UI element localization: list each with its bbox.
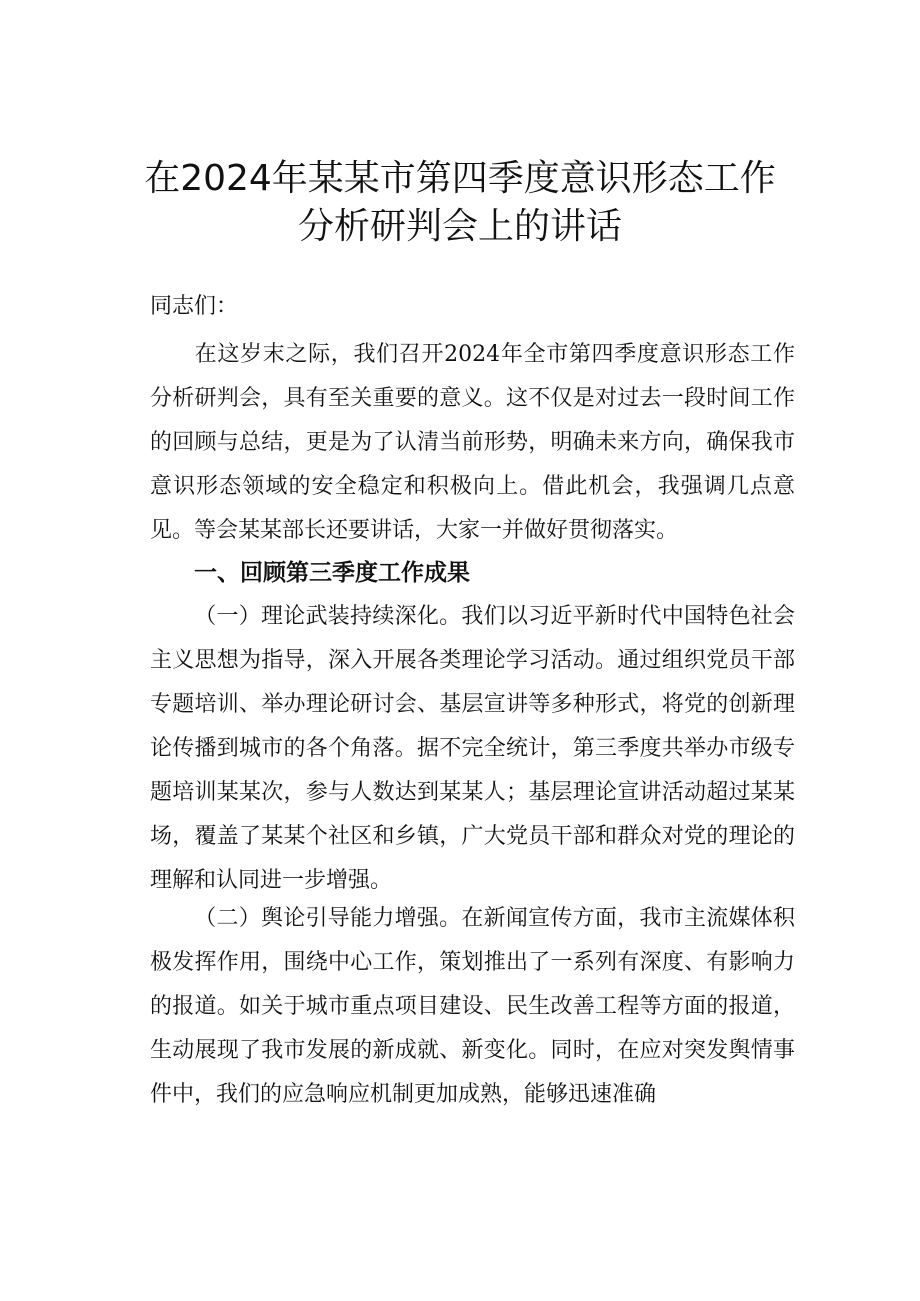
paragraph-intro-text: 在这岁末之际，我们召开2024年全市第四季度意识形态工作分析研判会，具有至关重要的意义。这不仅是对过去一段时间工作的回顾与总结，更是为了认清当前形势，明确未来方向，确保我市意识形态领域的安全稳定和积极向上。借此机会，我强调几点意见。等会某某部长还要讲话，大家一并做好贯彻落实。 <box>150 342 795 543</box>
paragraph-theory-text: （一）理论武装持续深化。我们以习近平新时代中国特色社会主义思想为指导，深入开展各类理论学习活动。通过组织党员干部专题培训、举办理论研讨会、基层宣讲等多种形式，将党的创新理论传播到城市的各个角落。据不完全统计，第三季度共举办市级专题培训某某次，参与人数达到某某人；基层理论宣讲活动超过某某场，覆盖了某某个社区和乡镇，广大党员干部和群众对党的理论的理解和认同进一步增强。 <box>150 604 795 893</box>
paragraph-theory <box>150 595 795 903</box>
paragraph-opinion-text: （二）舆论引导能力增强。在新闻宣传方面，我市主流媒体积极发挥作用，围绕中心工作，策划推出了一系列有深度、有影响力的报道。如关于城市重点项目建设、民生改善工程等方面的报道，生动展现了我市发展的新成就、新变化。同时，在应对突发舆情事件中，我们的应急响应机制更加成熟，能够迅速准确 <box>150 906 795 1107</box>
salutation: 同志们： <box>150 294 239 319</box>
paragraph-opinion <box>150 897 795 1117</box>
document-title-line-1: 在2024年某某市第四季度意识形态工作 <box>144 158 776 199</box>
document-title-line-2: 分析研判会上的讲话 <box>297 206 622 247</box>
section-heading-1: 一、回顾第三季度工作成果 <box>194 560 470 586</box>
paragraph-intro <box>150 333 795 553</box>
